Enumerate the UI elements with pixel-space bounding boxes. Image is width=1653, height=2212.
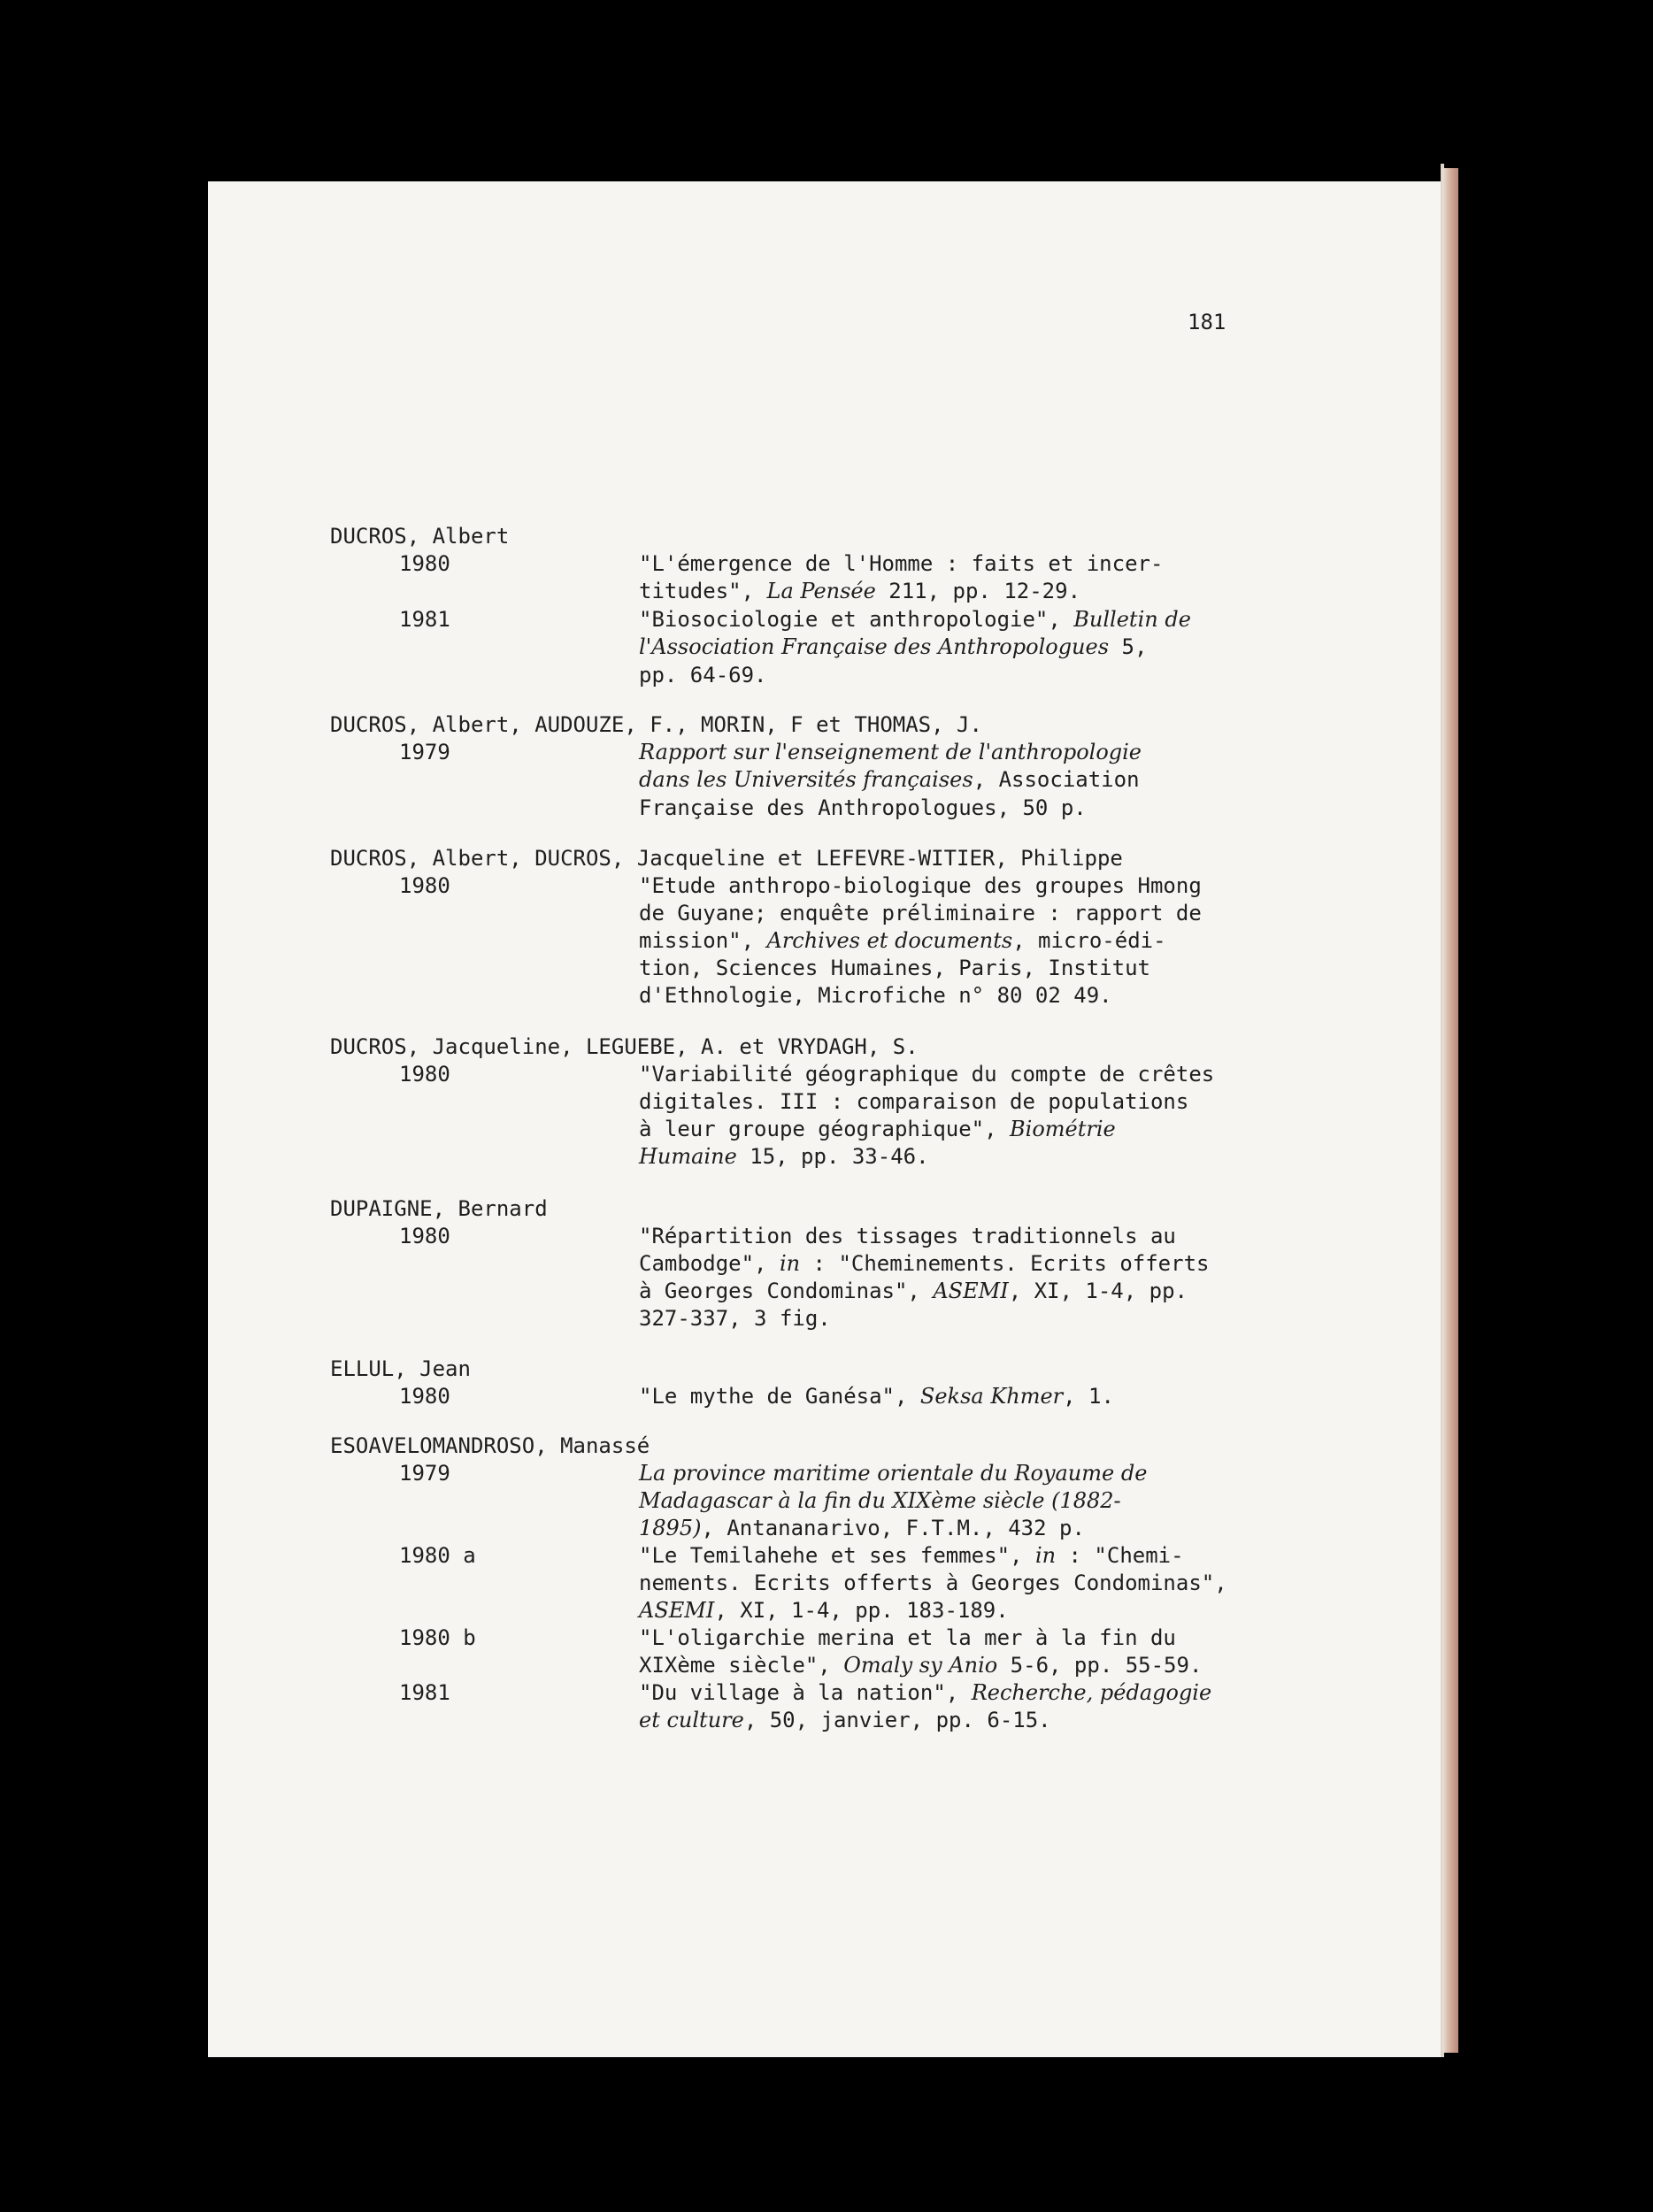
entry-author: DUPAIGNE, Bernard — [330, 1196, 548, 1221]
entry-text-line: titudes", La Pensée 211, pp. 12-29. — [639, 579, 1081, 603]
entry-text-line: Rapport sur l'enseignement de l'anthropologie — [639, 740, 1142, 764]
entry-text-line: digitales. III : comparaison de populations — [639, 1089, 1189, 1114]
entry-text-line: Française des Anthropologues, 50 p. — [639, 795, 1087, 820]
entry-text-line: ASEMI, XI, 1-4, pp. 183-189. — [639, 1598, 1009, 1623]
entry-year: 1980 b — [399, 1625, 476, 1650]
entry-text-line: XIXème siècle", Omaly sy Anio 5-6, pp. 55-59. — [639, 1653, 1203, 1678]
entry-author: DUCROS, Albert, AUDOUZE, F., MORIN, F et THOMAS, J. — [330, 712, 982, 737]
entry-text-line: "L'oligarchie merina et la mer à la fin du — [639, 1625, 1176, 1650]
entry-year: 1979 — [399, 1461, 450, 1486]
entry-author: DUCROS, Albert — [330, 524, 510, 549]
entry-text-line: La province maritime orientale du Royaume de — [639, 1461, 1148, 1486]
page-stack-edge — [1442, 168, 1458, 2053]
entry-text-line: pp. 64-69. — [639, 663, 767, 687]
entry-author: DUCROS, Albert, DUCROS, Jacqueline et LEFEVRE-WITIER, Philippe — [330, 846, 1123, 871]
entry-text-line: de Guyane; enquête préliminaire : rapport de — [639, 901, 1202, 926]
page-number: 181 — [1188, 310, 1226, 334]
entry-author: ESOAVELOMANDROSO, Manassé — [330, 1433, 650, 1458]
entry-text-line: Madagascar à la fin du XIXème siècle (1882- — [639, 1488, 1121, 1513]
entry-text-line: "Répartition des tissages traditionnels au — [639, 1224, 1176, 1248]
entry-text-line: "L'émergence de l'Homme : faits et incer- — [639, 551, 1164, 576]
entry-text-line: d'Ethnologie, Microfiche n° 80 02 49. — [639, 983, 1112, 1008]
entry-text-line: à leur groupe géographique", Biométrie — [639, 1117, 1116, 1141]
entry-year: 1981 — [399, 607, 450, 632]
entry-text-line: l'Association Française des Anthropologues 5, — [639, 634, 1148, 659]
entry-year: 1980 — [399, 1384, 450, 1409]
entry-text-line: "Biosociologie et anthropologie", Bulletin de — [639, 607, 1191, 632]
entry-year: 1980 — [399, 1062, 450, 1087]
entry-text-line: 1895), Antananarivo, F.T.M., 432 p. — [639, 1516, 1085, 1540]
entry-year: 1980 — [399, 551, 450, 576]
entry-author: DUCROS, Jacqueline, LEGUEBE, A. et VRYDAGH, S. — [330, 1034, 919, 1059]
entry-year: 1980 — [399, 873, 450, 898]
entry-text-line: à Georges Condominas", ASEMI, XI, 1-4, pp. — [639, 1279, 1188, 1303]
entry-year: 1980 — [399, 1224, 450, 1248]
entry-text-line: "Variabilité géographique du compte de crêtes — [639, 1062, 1215, 1087]
entry-text-line: Cambodge", in : "Cheminements. Ecrits offerts — [639, 1251, 1210, 1276]
entry-year: 1980 a — [399, 1543, 476, 1568]
entry-year: 1981 — [399, 1680, 450, 1705]
entry-text-line: tion, Sciences Humaines, Paris, Institut — [639, 956, 1150, 980]
entry-text-line: 327-337, 3 fig. — [639, 1306, 831, 1331]
entry-text-line: mission", Archives et documents, micro-édi- — [639, 928, 1166, 953]
entry-text-line: Humaine 15, pp. 33-46. — [639, 1144, 929, 1169]
entry-text-line: nements. Ecrits offerts à Georges Condominas", — [639, 1571, 1227, 1595]
entry-text-line: "Le mythe de Ganésa", Seksa Khmer, 1. — [639, 1384, 1114, 1409]
entry-author: ELLUL, Jean — [330, 1356, 471, 1381]
entry-text-line: "Le Temilahehe et ses femmes", in : "Chemi- — [639, 1543, 1184, 1568]
entry-text-line: dans les Universités françaises, Association — [639, 767, 1140, 792]
entry-text-line: "Du village à la nation", Recherche, pédagogie — [639, 1680, 1212, 1705]
entry-year: 1979 — [399, 740, 450, 764]
entry-text-line: et culture, 50, janvier, pp. 6-15. — [639, 1708, 1051, 1732]
entry-text-line: "Etude anthropo-biologique des groupes Hmong — [639, 873, 1202, 898]
